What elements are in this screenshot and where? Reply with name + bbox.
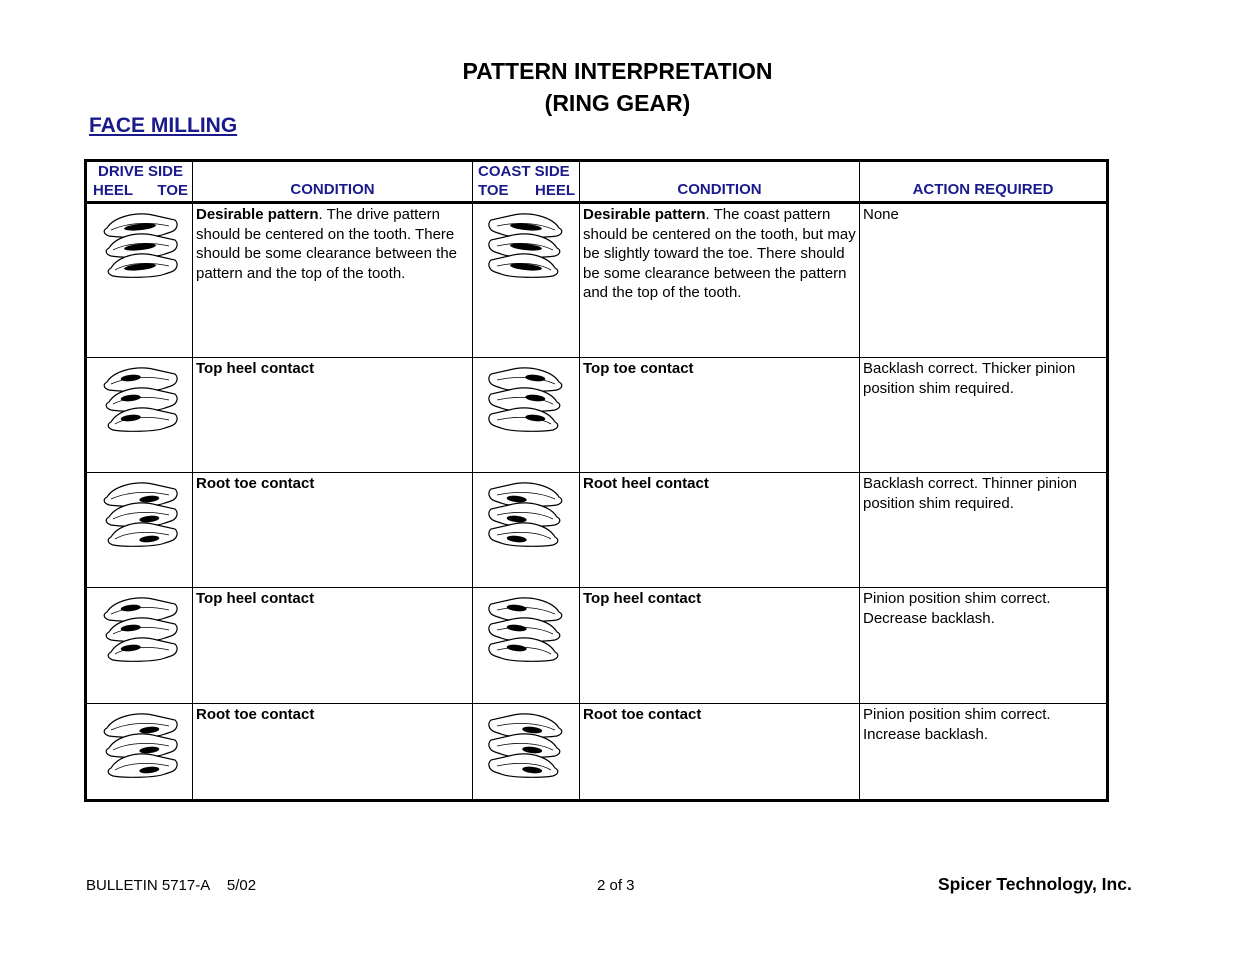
drive-root-toe-pattern-icon: [95, 704, 185, 780]
action-text: Backlash correct. Thinner pinion position shim required.: [863, 475, 1077, 512]
section-heading: FACE MILLING: [89, 114, 238, 137]
coast-condition-title: Root toe contact: [583, 706, 702, 723]
coast-root-heel-pattern-icon: [481, 473, 571, 549]
page-number: 2 of 3: [597, 877, 635, 894]
company-name: Spicer Technology, Inc.: [938, 874, 1132, 894]
coast-pattern-cell: [473, 588, 580, 704]
drive-condition-cell: [193, 358, 473, 473]
coast-condition-title: Top heel contact: [583, 590, 702, 607]
table-row: [86, 473, 1108, 588]
coast-side-label: COAST SIDE: [478, 163, 570, 180]
pattern-table: [84, 159, 1109, 802]
coast-heel-label: HEEL: [534, 182, 575, 199]
action-text: Backlash correct. Thicker pinion position shim required.: [863, 360, 1076, 397]
coast-condition-cell: [580, 358, 860, 473]
drive-condition-title: Root toe contact: [196, 706, 315, 723]
drive-condition-text: . The drive pattern should be centered on the tooth. There should be some clearance between the pattern and the top of the tooth.: [196, 206, 458, 282]
drive-condition-title: Top heel contact: [196, 590, 315, 607]
action-cell: [860, 704, 1108, 801]
drive-toe-label: TOE: [157, 182, 188, 199]
table-row: [86, 358, 1108, 473]
bulletin-number: [86, 877, 256, 894]
coast-condition-cell: [580, 704, 860, 801]
action-cell: [860, 588, 1108, 704]
drive-condition-cell: [193, 704, 473, 801]
drive-condition-title: Desirable pattern: [196, 206, 319, 223]
drive-pattern-cell: [86, 203, 193, 358]
action-cell: [860, 203, 1108, 358]
coast-condition-title: Top toe contact: [583, 360, 694, 377]
table-row: [86, 588, 1108, 704]
action-text: Pinion position shim correct. Increase backlash.: [863, 706, 1051, 743]
drive-center-pattern-icon: [95, 204, 185, 280]
coast-top-heel-pattern-icon: [481, 588, 571, 664]
table-row: [86, 704, 1108, 801]
coast-condition-title: Root heel contact: [583, 475, 709, 492]
drive-top-heel-pattern-icon: [95, 358, 185, 434]
table-row: [86, 203, 1108, 358]
drive-condition-cell: [193, 203, 473, 358]
drive-top-heel-pattern-icon: [95, 588, 185, 664]
page-title-line1: PATTERN INTERPRETATION: [462, 58, 773, 84]
coast-center-pattern-icon: [481, 204, 571, 280]
bulletin-date: 5/02: [226, 877, 257, 894]
action-cell: [860, 473, 1108, 588]
drive-pattern-cell: [86, 704, 193, 801]
drive-root-toe-pattern-icon: [95, 473, 185, 549]
coast-side-header: [473, 161, 580, 203]
action-cell: [860, 358, 1108, 473]
page-title-line2: (RING GEAR): [544, 90, 691, 116]
coast-top-toe-pattern-icon: [481, 358, 571, 434]
coast-pattern-cell: [473, 704, 580, 801]
coast-pattern-cell: [473, 358, 580, 473]
drive-side-label: DRIVE SIDE: [97, 163, 184, 180]
coast-toe-label: TOE: [478, 182, 509, 199]
drive-condition-title: Root toe contact: [196, 475, 315, 492]
bulletin-label: BULLETIN 5717-A: [86, 877, 211, 894]
drive-side-header: [86, 161, 193, 203]
drive-heel-label: HEEL: [93, 182, 134, 199]
drive-condition-cell: [193, 473, 473, 588]
coast-condition-text: . The coast pattern should be centered on the tooth, but may be slightly toward the toe. There should be some clearance between the pattern and the top of the tooth.: [583, 206, 856, 301]
coast-root-toe-pattern-icon: [481, 704, 571, 780]
drive-condition-cell: [193, 588, 473, 704]
action-text: None: [863, 206, 899, 223]
coast-condition-header: CONDITION: [580, 161, 860, 203]
coast-pattern-cell: [473, 203, 580, 358]
coast-pattern-cell: [473, 473, 580, 588]
coast-condition-cell: [580, 473, 860, 588]
drive-condition-title: Top heel contact: [196, 360, 315, 377]
coast-condition-title: Desirable pattern: [583, 206, 706, 223]
action-header: ACTION REQUIRED: [860, 161, 1108, 203]
drive-pattern-cell: [86, 588, 193, 704]
drive-pattern-cell: [86, 358, 193, 473]
action-text: Pinion position shim correct. Decrease backlash.: [863, 590, 1051, 627]
coast-condition-cell: [580, 203, 860, 358]
drive-pattern-cell: [86, 473, 193, 588]
table-header-row: [86, 161, 1108, 203]
drive-condition-header: CONDITION: [193, 161, 473, 203]
coast-condition-cell: [580, 588, 860, 704]
